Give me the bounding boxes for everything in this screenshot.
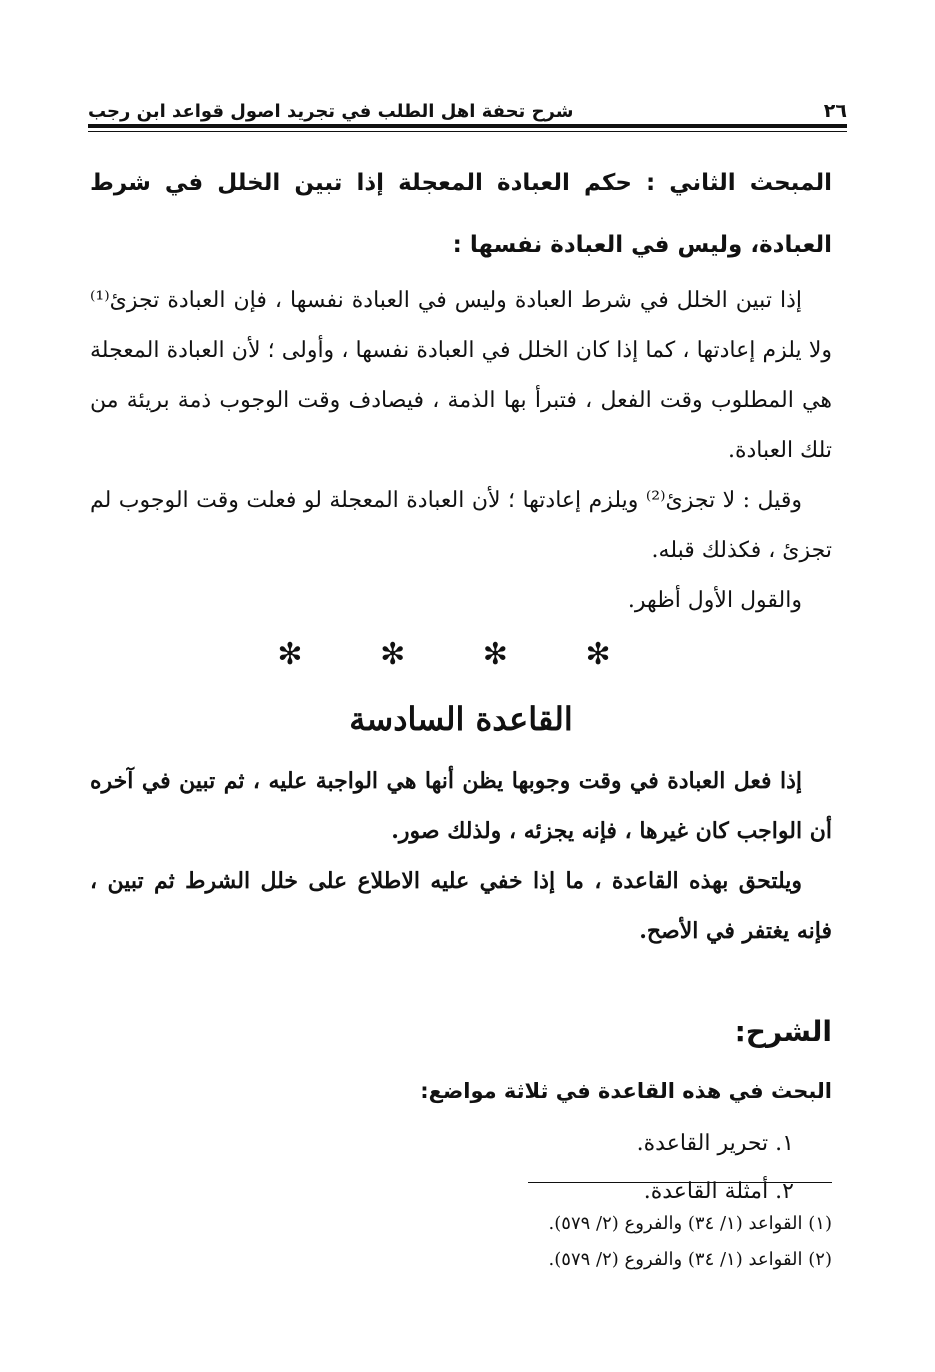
footnotes bbox=[90, 1206, 832, 1278]
header-rule bbox=[88, 124, 847, 128]
footnote: (١) القواعد (١/ ٣٤) والفروع (٢/ ٥٧٩). bbox=[548, 1213, 832, 1234]
sharh-heading: الشرح: bbox=[734, 1015, 832, 1048]
paragraph: والقول الأول أظهر. bbox=[627, 588, 802, 613]
topics-list bbox=[90, 1120, 832, 1216]
topics-intro: البحث في هذه القاعدة في ثلاثة مواضع: bbox=[420, 1079, 832, 1103]
rule-text: إذا فعل العبادة في وقت وجوبها يظن أنها هي الواجبة عليه ، ثم تبين في آخره أن الواجب كان غيرها ، فإنه يجزئه ، ولذلك صور. bbox=[90, 768, 832, 844]
paragraph: وقيل : لا تجزئ⁽²⁾ ويلزم إعادتها ؛ لأن العبادة المعجلة لو فعلت وقت الوجوب لم تجزئ ، فكذلك قبله. bbox=[90, 488, 832, 563]
page-body bbox=[90, 152, 832, 1216]
header-rule-thin bbox=[88, 131, 847, 132]
list-item: ٢. أمثلة القاعدة. bbox=[643, 1179, 794, 1204]
page-number: ٢٦ bbox=[823, 100, 847, 122]
rule-title: القاعدة السادسة bbox=[349, 700, 573, 738]
paragraph: إذا تبين الخلل في شرط العبادة وليس في العبادة نفسها ، فإن العبادة تجزئ⁽¹⁾ ولا يلزم إعادتها ، كما إذا كان الخلل في العبادة نفسها ، وأولى ؛ لأن العبادة المعجلة هي المطلوب وقت الفعل ، فتبرأ بها الذمة ، فيصادف وقت الوجوب ذمة بريئة من تلك العبادة. bbox=[90, 288, 832, 463]
rule-text: ويلتحق بهذه القاعدة ، ما إذا خفي عليه الاطلاع على خلل الشرط ثم تبين ، فإنه يغتفر في الأصح. bbox=[90, 868, 832, 944]
section-separator: ✻ ✻ ✻ ✻ bbox=[277, 637, 645, 672]
running-title: شرح تحفة اهل الطلب في تجريد اصول قواعد ابن رجب bbox=[88, 101, 574, 122]
section-heading: المبحث الثاني : حكم العبادة المعجلة إذا تبين الخلل في شرط العبادة، وليس في العبادة نفسها : bbox=[90, 170, 832, 258]
footnote-divider bbox=[528, 1182, 832, 1183]
running-header bbox=[88, 92, 847, 122]
list-item: ١. تحرير القاعدة. bbox=[636, 1131, 794, 1156]
footnote: (٢) القواعد (١/ ٣٤) والفروع (٢/ ٥٧٩). bbox=[548, 1249, 832, 1270]
